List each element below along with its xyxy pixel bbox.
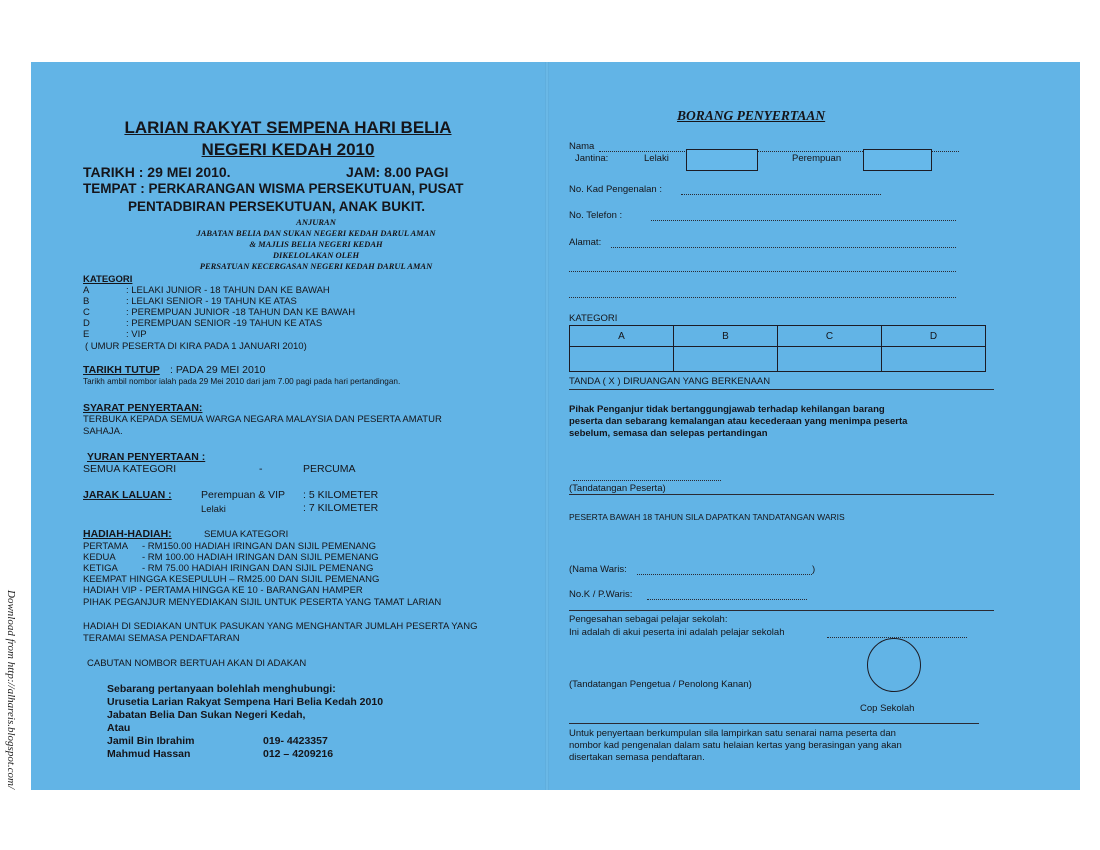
contact-phone: 012 – 4209216 xyxy=(263,748,334,760)
hadiah-keempat: KEEMPAT HINGGA KESEPULUH – RM25.00 DAN SIJIL PEMENANG xyxy=(83,574,380,585)
alamat-field[interactable] xyxy=(611,247,956,248)
pengesahan-line-1: Pengesahan sebagai pelajar sekolah: xyxy=(569,614,728,625)
lucky-draw: CABUTAN NOMBOR BERTUAH AKAN DI ADAKAN xyxy=(87,658,307,669)
contact-line: Urusetia Larian Rakyat Sempena Hari Belia Kedah 2010 xyxy=(107,696,384,708)
kategori-table xyxy=(569,325,986,372)
hadiah-desc: - RM 75.00 HADIAH IRINGAN DAN SIJIL PEMENANG xyxy=(142,563,374,574)
kategori-desc: : PEREMPUAN SENIOR -19 TAHUN KE ATAS xyxy=(126,318,323,329)
event-title-line-1: LARIAN RAKYAT SEMPENA HARI BELIA xyxy=(124,118,452,137)
kategori-heading: KATEGORI xyxy=(83,274,133,285)
divider xyxy=(569,723,979,724)
kategori-code: A xyxy=(83,285,90,296)
divider xyxy=(569,610,994,611)
jantina-label: Jantina: xyxy=(575,153,609,164)
hadiah-heading: HADIAH-HADIAH: xyxy=(83,528,172,540)
nok-waris-label: No.K / P.Waris: xyxy=(569,589,633,600)
hadiah-sub: SEMUA KATEGORI xyxy=(204,529,289,540)
yuran-dash: - xyxy=(259,463,263,475)
disclaimer-line: Pihak Penganjur tidak bertanggungjawab terhadap kehilangan barang xyxy=(569,404,885,415)
kategori-code: C xyxy=(83,307,90,318)
nama-label: Nama xyxy=(569,141,595,152)
school-stamp-circle xyxy=(867,638,921,692)
kategori-col-a: A xyxy=(570,326,674,347)
alamat-label: Alamat: xyxy=(569,237,602,248)
contact-phone: 019- 4423357 xyxy=(263,735,328,747)
form-title: BORANG PENYERTAAN xyxy=(677,108,826,123)
disclaimer-line: sebelum, semasa dan selepas pertandingan xyxy=(569,428,768,439)
tanda-instruction: TANDA ( X ) DIRUANGAN YANG BERKENAAN xyxy=(569,376,771,387)
nama-waris-close: ) xyxy=(812,564,816,575)
jarak-heading: JARAK LALUAN : xyxy=(83,489,172,501)
contact-line: Atau xyxy=(107,722,131,734)
hadiah-sijil: PIHAK PEGANJUR MENYEDIAKAN SIJIL UNTUK PESERTA YANG TAMAT LARIAN xyxy=(83,597,442,608)
divider xyxy=(569,389,994,390)
closing-note: Tarikh ambil nombor ialah pada 29 Mei 2010 dari jam 7.00 pagi pada hari pertandingan. xyxy=(83,377,401,386)
disclaimer-line: peserta dan sebarang kemalangan atau kecederaan yang menimpa peserta xyxy=(569,416,908,427)
kategori-code: D xyxy=(83,318,90,329)
download-watermark xyxy=(3,590,17,810)
syarat-heading: SYARAT PENYERTAAN: xyxy=(83,402,203,414)
under18-note: PESERTA BAWAH 18 TAHUN SILA DAPATKAN TANDATANGAN WARIS xyxy=(569,512,845,522)
kategori-cell-d[interactable] xyxy=(882,347,986,372)
team-prize-line: TERAMAI SEMASA PENDAFTARAN xyxy=(83,633,240,644)
nok-waris-field[interactable] xyxy=(647,599,807,600)
kategori-col-c: C xyxy=(778,326,882,347)
hadiah-place: KEDUA xyxy=(83,552,116,563)
syarat-text: SAHAJA. xyxy=(83,426,123,437)
organizer-line: DIKELOLAKAN OLEH xyxy=(272,250,360,260)
event-title-line-2: NEGERI KEDAH 2010 xyxy=(201,140,375,159)
jarak-label: Perempuan & VIP xyxy=(201,489,286,501)
event-venue-line-1: TEMPAT : PERKARANGAN WISMA PERSEKUTUAN, PUSAT xyxy=(83,181,464,196)
kategori-code: B xyxy=(83,296,90,307)
footer-line: disertakan semasa pendaftaran. xyxy=(569,752,705,763)
lelaki-checkbox[interactable] xyxy=(686,149,758,171)
hadiah-place: PERTAMA xyxy=(83,541,129,552)
hadiah-desc: - RM 100.00 HADIAH IRINGAN DAN SIJIL PEMENANG xyxy=(142,552,379,563)
contact-line: Jabatan Belia Dan Sukan Negeri Kedah, xyxy=(107,709,306,721)
organizer-line: & MAJLIS BELIA NEGERI KEDAH xyxy=(249,239,383,249)
alamat-field[interactable] xyxy=(569,297,956,298)
perempuan-label: Perempuan xyxy=(792,153,842,164)
closing-date: : PADA 29 MEI 2010 xyxy=(170,364,266,376)
kategori-cell-a[interactable] xyxy=(570,347,674,372)
contact-name: Mahmud Hassan xyxy=(107,748,191,760)
watermark-text: Download from http://alhareis.blogspot.com/ xyxy=(5,590,17,790)
hadiah-vip: HADIAH VIP - PERTAMA HINGGA KE 10 - BARANGAN HAMPER xyxy=(83,585,363,596)
event-venue-line-2: PENTADBIRAN PERSEKUTUAN, ANAK BUKIT. xyxy=(128,199,426,214)
footer-line: Untuk penyertaan berkumpulan sila lampirkan satu senarai nama peserta dan xyxy=(569,728,896,739)
contact-line: Sebarang pertanyaan bolehlah menghubungi: xyxy=(107,683,336,695)
entry-form-page xyxy=(549,62,1080,790)
jarak-value: : 7 KILOMETER xyxy=(303,502,379,514)
kategori-desc: : LELAKI SENIOR - 19 TAHUN KE ATAS xyxy=(126,296,297,307)
age-note: ( UMUR PESERTA DI KIRA PADA 1 JANUARI 2010) xyxy=(85,341,307,352)
kad-field[interactable] xyxy=(681,194,881,195)
event-date: TARIKH : 29 MEI 2010. xyxy=(83,164,231,180)
nama-waris-field[interactable] xyxy=(637,574,812,575)
entry-form-sheet xyxy=(31,62,1080,790)
cop-sekolah-label: Cop Sekolah xyxy=(860,703,915,714)
team-prize-line: HADIAH DI SEDIAKAN UNTUK PASUKAN YANG MENGHANTAR JUMLAH PESERTA YANG xyxy=(83,621,478,632)
kategori-cell-c[interactable] xyxy=(778,347,882,372)
jarak-value: : 5 KILOMETER xyxy=(303,489,379,501)
kategori-col-b: B xyxy=(674,326,778,347)
telefon-label: No. Telefon : xyxy=(569,210,623,221)
closing-heading: TARIKH TUTUP xyxy=(83,364,160,376)
tandatangan-peserta-label: (Tandatangan Peserta) xyxy=(569,483,666,494)
pengesahan-line-2: Ini adalah di akui peserta ini adalah pelajar sekolah xyxy=(569,627,785,638)
kategori-code: E xyxy=(83,329,90,340)
organizer-line: ANJURAN xyxy=(296,217,336,227)
nama-waris-label: (Nama Waris: xyxy=(569,564,627,575)
event-time: JAM: 8.00 PAGI xyxy=(346,164,449,180)
kategori-desc: : PEREMPUAN JUNIOR -18 TAHUN DAN KE BAWAH xyxy=(126,307,356,318)
tandatangan-pengetua-label: (Tandatangan Pengetua / Penolong Kanan) xyxy=(569,679,752,690)
kategori-desc: : VIP xyxy=(126,329,147,340)
kategori-desc: : LELAKI JUNIOR - 18 TAHUN DAN KE BAWAH xyxy=(126,285,330,296)
divider xyxy=(569,494,994,495)
footer-line: nombor kad pengenalan dalam satu helaian kertas yang berasingan yang akan xyxy=(569,740,902,751)
hadiah-place: KETIGA xyxy=(83,563,118,574)
telefon-field[interactable] xyxy=(651,220,956,221)
kad-label: No. Kad Pengenalan : xyxy=(569,184,662,195)
event-info-page xyxy=(31,62,545,790)
organizer-line: JABATAN BELIA DAN SUKAN NEGERI KEDAH DARUL AMAN xyxy=(196,228,436,238)
lelaki-label: Lelaki xyxy=(644,153,669,164)
peserta-signature-field[interactable] xyxy=(573,480,721,481)
alamat-field[interactable] xyxy=(569,271,956,272)
kategori-cell-b[interactable] xyxy=(674,347,778,372)
yuran-value: PERCUMA xyxy=(303,463,356,475)
syarat-text: TERBUKA KEPADA SEMUA WARGA NEGARA MALAYSIA DAN PESERTA AMATUR xyxy=(83,414,442,425)
kategori-col-d: D xyxy=(882,326,986,347)
jarak-label: Lelaki xyxy=(201,504,226,515)
yuran-label: SEMUA KATEGORI xyxy=(83,463,177,475)
yuran-heading: YURAN PENYERTAAN : xyxy=(87,451,206,463)
perempuan-checkbox[interactable] xyxy=(863,149,932,171)
kategori-label: KATEGORI xyxy=(569,313,618,324)
organizer-line: PERSATUAN KECERGASAN NEGERI KEDAH DARUL AMAN xyxy=(199,261,433,271)
contact-name: Jamil Bin Ibrahim xyxy=(107,735,195,747)
hadiah-desc: - RM150.00 HADIAH IRINGAN DAN SIJIL PEMENANG xyxy=(142,541,377,552)
